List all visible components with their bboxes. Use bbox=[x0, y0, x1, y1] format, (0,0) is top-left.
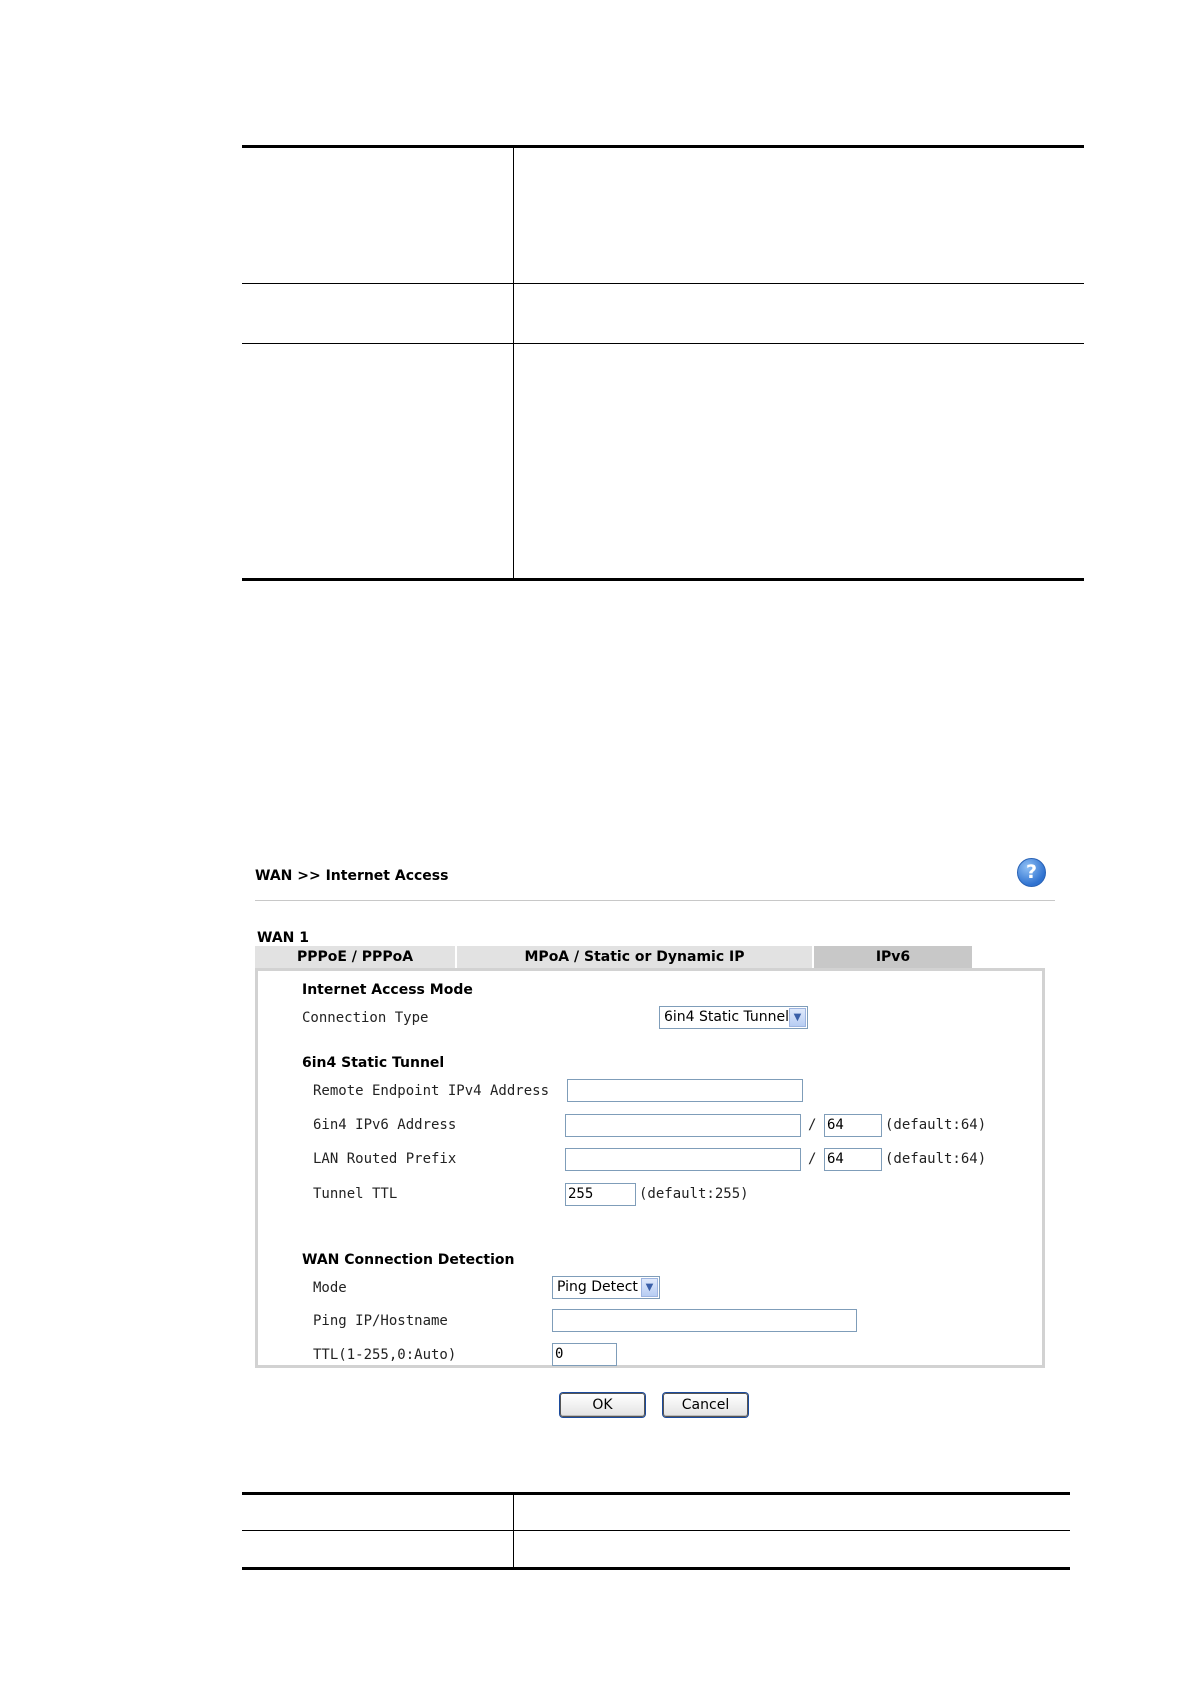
table-top-border bbox=[242, 145, 1084, 148]
wan-title: WAN 1 bbox=[257, 930, 309, 946]
detection-mode-value: Ping Detect bbox=[557, 1279, 638, 1295]
tunnel-ttl-label: Tunnel TTL bbox=[313, 1186, 398, 1202]
connection-type-select[interactable] bbox=[659, 1006, 808, 1029]
ipv6-address-label: 6in4 IPv6 Address bbox=[313, 1117, 457, 1133]
table-row-divider bbox=[242, 343, 1084, 344]
ipv6-prefix-length-input[interactable]: 64 bbox=[824, 1114, 882, 1137]
connection-type-label: Connection Type bbox=[302, 1010, 429, 1026]
ping-hostname-label: Ping IP/Hostname bbox=[313, 1313, 448, 1329]
breadcrumb: WAN >> Internet Access bbox=[255, 868, 449, 884]
static-tunnel-heading: 6in4 Static Tunnel bbox=[302, 1055, 445, 1071]
wan-detection-heading: WAN Connection Detection bbox=[302, 1252, 515, 1268]
tab-pppoe-pppoa[interactable]: PPPoE / PPPoA bbox=[255, 946, 457, 968]
lan-routed-prefix-input[interactable] bbox=[565, 1148, 801, 1171]
table-row-divider bbox=[242, 1530, 1070, 1531]
table-top-border bbox=[242, 1492, 1070, 1495]
lan-prefix-length-input[interactable]: 64 bbox=[824, 1148, 882, 1171]
tab-mpoa-static-dynamic[interactable]: MPoA / Static or Dynamic IP bbox=[457, 946, 814, 968]
tab-ipv6[interactable]: IPv6 bbox=[814, 946, 974, 968]
ok-button[interactable]: OK bbox=[560, 1393, 645, 1417]
chevron-down-icon: ▼ bbox=[641, 1278, 658, 1297]
ipv6-address-input[interactable] bbox=[565, 1114, 801, 1137]
connection-type-value: 6in4 Static Tunnel bbox=[664, 1009, 790, 1025]
table-bottom-border bbox=[242, 1567, 1070, 1570]
remote-endpoint-input[interactable] bbox=[567, 1079, 803, 1102]
table-column-divider bbox=[513, 148, 514, 578]
lan-routed-prefix-label: LAN Routed Prefix bbox=[313, 1151, 457, 1167]
lan-prefix-default: (default:64) bbox=[885, 1151, 987, 1167]
table-row-divider bbox=[242, 283, 1084, 284]
ttl-label: TTL(1-255,0:Auto) bbox=[313, 1347, 457, 1363]
detection-mode-select[interactable] bbox=[552, 1276, 660, 1299]
internet-access-mode-heading: Internet Access Mode bbox=[302, 982, 473, 998]
remote-endpoint-label: Remote Endpoint IPv4 Address bbox=[313, 1083, 550, 1099]
chevron-down-icon: ▼ bbox=[789, 1008, 806, 1027]
tunnel-ttl-input[interactable]: 255 bbox=[565, 1183, 636, 1206]
detection-mode-label: Mode bbox=[313, 1280, 347, 1296]
ping-hostname-input[interactable] bbox=[552, 1309, 857, 1332]
cancel-button[interactable]: Cancel bbox=[663, 1393, 748, 1417]
ipv6-slash: / bbox=[808, 1117, 817, 1133]
ttl-input[interactable]: 0 bbox=[552, 1343, 617, 1366]
ipv6-prefix-default: (default:64) bbox=[885, 1117, 987, 1133]
question-mark-icon[interactable]: ? bbox=[1017, 858, 1046, 887]
tunnel-ttl-default: (default:255) bbox=[639, 1186, 749, 1202]
table-column-divider bbox=[513, 1495, 514, 1567]
lan-prefix-slash: / bbox=[808, 1151, 817, 1167]
table-bottom-border bbox=[242, 578, 1084, 581]
header-divider bbox=[255, 900, 1055, 901]
